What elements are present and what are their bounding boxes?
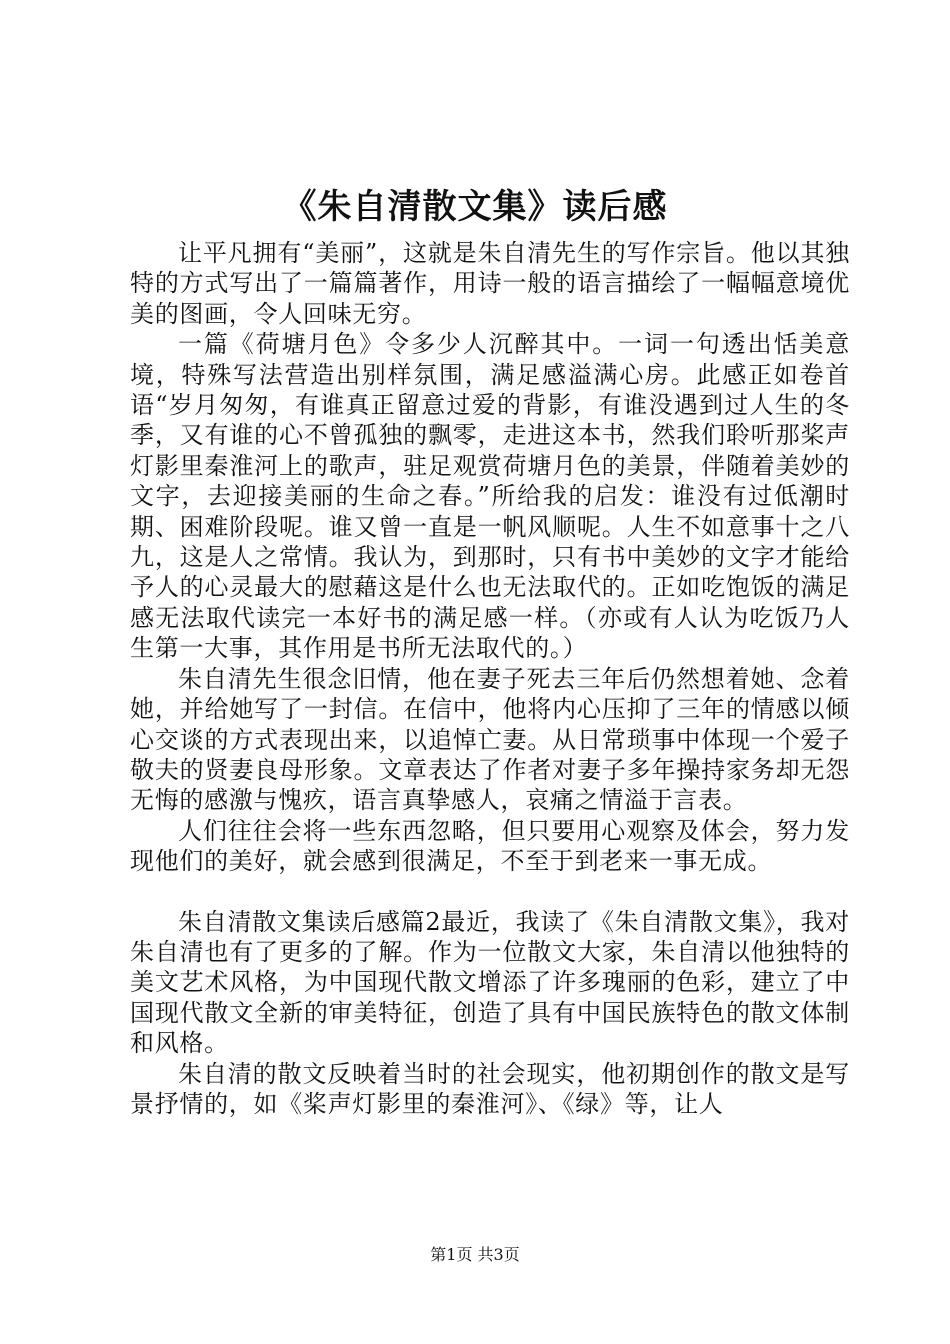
paragraph: 一篇《荷塘月色》令多少人沉醉其中。一词一句透出恬美意境，特殊写法营造出别样氛围，满足感溢满心房。此感正如卷首语“岁月匆匆，有谁真正留意过爱的背影，有谁没遇到过人生的冬季，又有谁的心不曾孤独的飘零，走进这本书，然我们聆听那桨声灯影里秦淮河上的歌声，驻足观赏荷塘月色的美景，伴随着美妙的文字，去迎接美丽的生命之春。”所给我的启发：谁没有过低潮时期、困难阶段呢。谁又曾一直是一帆风顺呢。人生不如意事十之八九，这是人之常情。我认为，到那时，只有书中美妙的文字才能给予人的心灵最大的慰藉这是什么也无法取代的。正如吃饱饭的满足感无法取代读完一本好书的满足感一样。（亦或有人认为吃饭乃人生第一大事，其作用是书所无法取代的。） (130, 330, 850, 663)
paragraph: 朱自清的散文反映着当时的社会现实，他初期创作的散文是写景抒情的，如《桨声灯影里的秦淮河》、《绿》等，让人 (130, 1059, 850, 1118)
document-body (130, 238, 850, 1119)
section-gap (130, 877, 850, 907)
paragraph: 朱自清散文集读后感篇2最近，我读了《朱自清散文集》，我对朱自清也有了更多的了解。作为一位散文大家，朱自清以他独特的美文艺术风格，为中国现代散文增添了许多瑰丽的色彩，建立了中国现代散文全新的审美特征，创造了具有中国民族特色的散文体制和风格。 (130, 907, 850, 1058)
paragraph: 让平凡拥有“美丽”，这就是朱自清先生的写作宗旨。他以其独特的方式写出了一篇篇著作，用诗一般的语言描绘了一幅幅意境优美的图画，令人回味无穷。 (130, 239, 850, 328)
page-footer: 第1页 共3页 (430, 1245, 520, 1264)
paragraph: 人们往往会将一些东西忽略，但只要用心观察及体会，努力发现他们的美好，就会感到很满足，不至于到老来一事无成。 (130, 816, 850, 876)
document-title: 《朱自清散文集》读后感 (282, 187, 668, 227)
paragraph: 朱自清先生很念旧情，他在妻子死去三年后仍然想着她、念着她，并给她写了一封信。在信中，他将内心压抑了三年的情感以倾心交谈的方式表现出来，以追悼亡妻。从日常琐事中体现一个爱子敬夫的贤妻良母形象。文章表达了作者对妻子多年操持家务却无怨无悔的感激与愧疚，语言真挚感人，哀痛之情溢于言表。 (130, 664, 850, 815)
